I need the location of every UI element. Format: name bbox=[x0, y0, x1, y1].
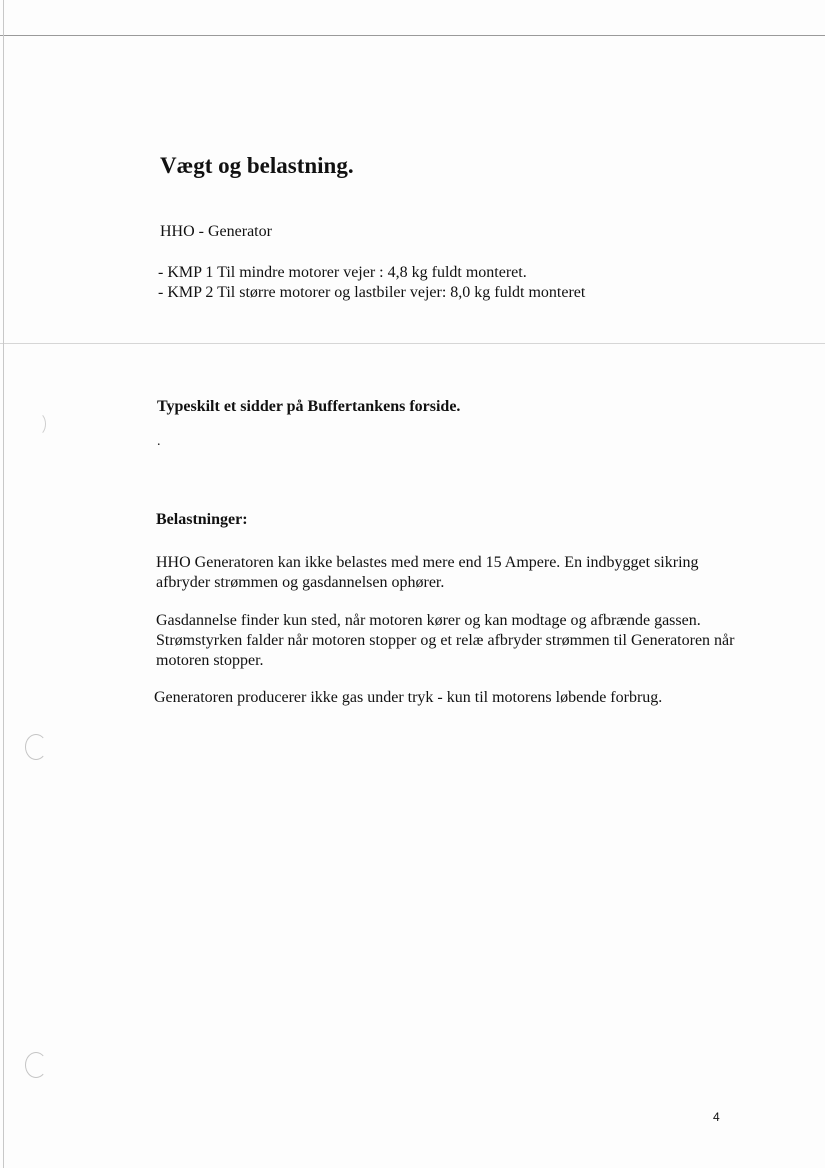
page-number: 4 bbox=[713, 1110, 720, 1124]
stray-mark: . bbox=[157, 434, 161, 449]
subtitle: HHO - Generator bbox=[160, 223, 272, 240]
page-title: Vægt og belastning. bbox=[160, 153, 354, 178]
weight-list bbox=[158, 263, 585, 303]
weight-item-kmp2: - KMP 2 Til større motorer og lastbiler vejer: 8,0 kg fuldt monteret bbox=[158, 284, 586, 301]
scan-line-top bbox=[0, 35, 825, 36]
scan-edge-left bbox=[3, 0, 4, 1168]
weight-item-kmp1: - KMP 1 Til mindre motorer vejer : 4,8 kg fuldt monteret. bbox=[158, 264, 527, 281]
paragraph-ampere: HHO Generatoren kan ikke belastes med mere end 15 Ampere. En indbygget sikring afbryder strømmen og gasdannelsen ophører. bbox=[156, 554, 699, 591]
typeskilt-heading: Typeskilt et sidder på Buffertankens forside. bbox=[157, 398, 461, 415]
punch-hole-icon bbox=[25, 1052, 47, 1078]
punch-hole-icon bbox=[28, 412, 46, 436]
scan-line-middle bbox=[0, 343, 825, 344]
punch-hole-icon bbox=[25, 734, 47, 760]
belastninger-heading: Belastninger: bbox=[156, 511, 248, 528]
paragraph-tryk: Generatoren producerer ikke gas under tryk - kun til motorens løbende forbrug. bbox=[154, 689, 663, 706]
paragraph-gasdannelse: Gasdannelse finder kun sted, når motoren kører og kan modtage og afbrænde gassen. Strømstyrken falder når motoren stopper og et relæ afbryder strømmen til Generatoren når motoren stopper. bbox=[156, 612, 735, 669]
